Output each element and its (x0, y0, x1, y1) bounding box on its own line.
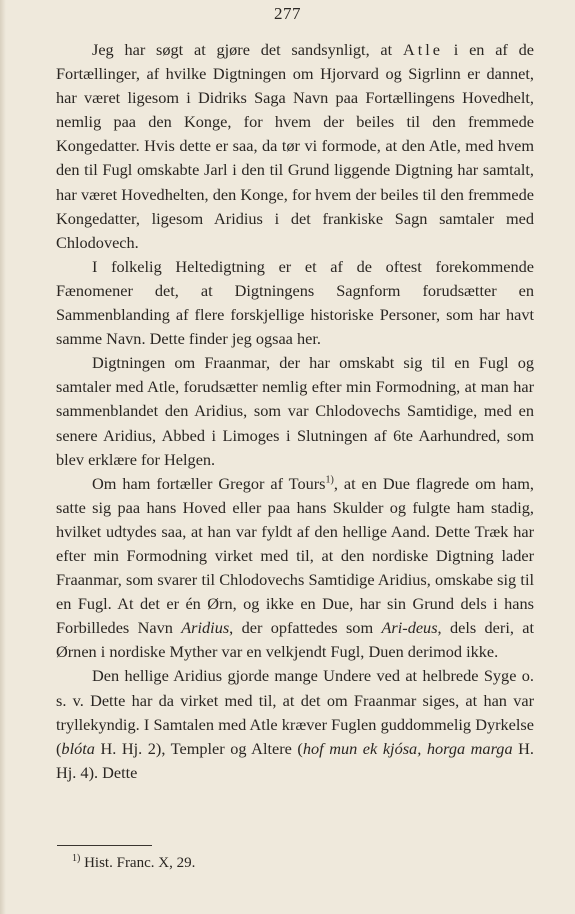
text-segment: H. Hj. 2), Templer og Altere ( (94, 738, 303, 758)
spaced-name: Atle (402, 40, 443, 59)
paragraph (56, 255, 534, 351)
footnote-text: Hist. Franc. X, 29. (80, 855, 196, 871)
paragraph (56, 472, 534, 665)
paragraph (56, 664, 534, 784)
page-number: 277 (274, 4, 301, 23)
footnote-rule (57, 845, 152, 846)
text-segment: H. Hj. 4). Dette (56, 738, 534, 782)
paragraph (56, 351, 534, 471)
paragraph (56, 38, 534, 255)
text-segment: I folkelig Heltedigtning er et af de oftest forekommende Fænomener det, at Digtningens Sagnform forudsætter en Sammenblanding af flere forskjellige historiske Personer, som har havt samme Navn. Dette finder jeg ogsaa her. (56, 256, 534, 349)
footnote-marker: 1) (72, 853, 81, 864)
text-segment: i en af de Fortællinger, af hvilke Digtningen om Hjorvard og Sigrlinn er dannet, har været ligesom i Didriks Saga Navn paa Fortællingens Hovedhelt, nemlig paa den Konge, for hvem der beiles til den fremmede Kongedatter. Hvis dette er saa, da tør vi formode, at den Atle, med hvem den til Fugl omskabte Jarl i den til Grund liggende Digtning har samtalt, har været Hovedhelten, den Konge, for hvem der beiles til den fremmede Kongedatter, ligesom Aridius i det frankiske Sagn samtaler med Chlodovech. (56, 40, 535, 252)
text-segment: Digtningen om Fraanmar, der har omskabt sig til en Fugl og samtaler med Atle, forudsætter nemlig efter min Formodning, at man har sammenblandet den Aridius, som var Chlodovechs Samtidige, med en senere Aridius, Abbed i Limoges i Slutningen af 6te Aarhundred, som blev erklære for Helgen. (56, 353, 534, 469)
body-text (56, 38, 534, 785)
text-segment: Jeg har søgt at gjøre det sandsynligt, at (92, 40, 403, 59)
italic-text: blóta (61, 738, 95, 758)
text-segment: , dels deri, at Ørnen i nordiske Myther var en velkjendt Fugl, Duen derimod ikke. (56, 618, 535, 662)
italic-text: hof mun ek kjósa, horga marga (302, 738, 513, 758)
footnote-reference: 1) (325, 474, 334, 486)
italic-text: Ari-deus (381, 618, 438, 638)
text-segment: Den hellige Aridius gjorde mange Undere ved at helbrede Syge o. s. v. Dette har da virket med til, at det om Fraanmar siges, at han var tryllekyndig. I Samtalen med Atle kræver Fuglen guddommelig Dyrkelse ( (56, 666, 534, 758)
text-segment: , der opfattedes som (229, 618, 382, 638)
text-segment: , at en Due flagrede om ham, satte sig paa hans Hoved eller paa hans Skulder og fulgte ham stadig, hvilket udtydes saa, at han var fyldt af den hellige Aand. Dette Træk har efter min Formodning virket med til, at den nordiske Digtning lader Fraanmar, som svarer til Chlodovechs Samtidige Aridius, omskabe sig til en Fugl. At det er én Ørn, og ikke en Due, har sin Grund dels i hans Forbilledes Navn (56, 473, 534, 638)
footnote (72, 853, 195, 873)
italic-text: Aridius (181, 618, 230, 638)
page-edge (0, 0, 6, 914)
text-segment: Om ham fortæller Gregor af Tours (92, 473, 326, 493)
